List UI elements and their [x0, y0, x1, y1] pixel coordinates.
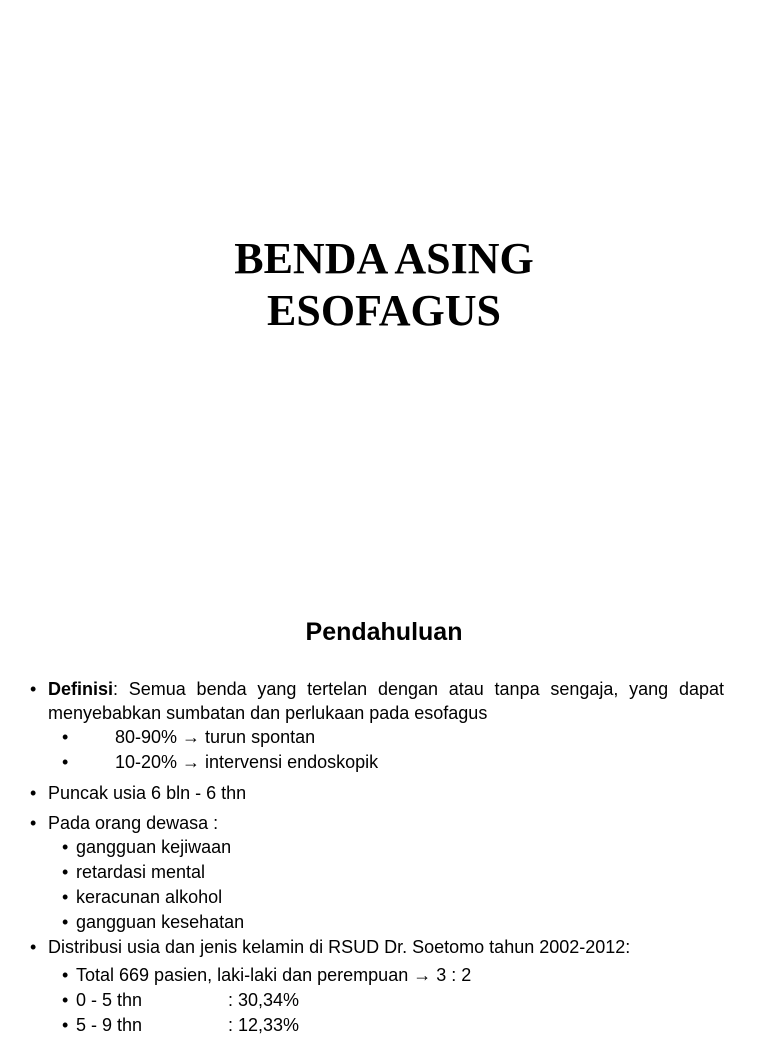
bullet-peak-age: • Puncak usia 6 bln - 6 thn: [30, 781, 724, 805]
slide-title-line-2: ESOFAGUS: [267, 286, 501, 335]
bullet-list: [30, 677, 724, 1038]
slide-title-line-1: BENDA ASING: [234, 234, 534, 283]
sub-bullet-age-row-1: [30, 988, 724, 1013]
age-range: 0 - 5 thn: [76, 990, 143, 1010]
sub-bullet-endoscopic: • 10-20% → intervensi endoskopik: [30, 750, 724, 775]
sub-bullet-total: • Total 669 pasien, laki-laki dan perempuan → 3 : 2: [30, 963, 724, 988]
sub-bullet-adult-3: • keracunan alkohol: [30, 885, 724, 910]
slide-title: [0, 233, 768, 337]
definition-text: : Semua benda yang tertelan dengan atau tanpa sengaja, yang dapat menyebabkan sumbatan dan perlukaan pada esofagus: [48, 679, 724, 723]
age-range: 5 - 9 thn: [76, 1015, 143, 1035]
bullet-adults: • Pada orang dewasa :: [30, 811, 724, 835]
age-percentage: : 30,34%: [228, 990, 300, 1010]
age-percentage: : 12,33%: [228, 1015, 300, 1035]
sub-bullet-adult-1: • gangguan kejiwaan: [30, 835, 724, 860]
section-heading: Pendahuluan: [305, 618, 463, 646]
bullet-distribution: • Distribusi usia dan jenis kelamin di RSUD Dr. Soetomo tahun 2002-2012:: [30, 935, 724, 959]
sub-bullet-spontaneous: • 80-90% → turun spontan: [30, 725, 724, 750]
sub-bullet-adult-4: • gangguan kesehatan: [30, 910, 724, 935]
definition-term: Definisi: [48, 679, 114, 699]
sub-bullet-age-row-2: [30, 1013, 724, 1038]
bullet-definition: [30, 677, 724, 725]
sub-bullet-adult-2: • retardasi mental: [30, 860, 724, 885]
